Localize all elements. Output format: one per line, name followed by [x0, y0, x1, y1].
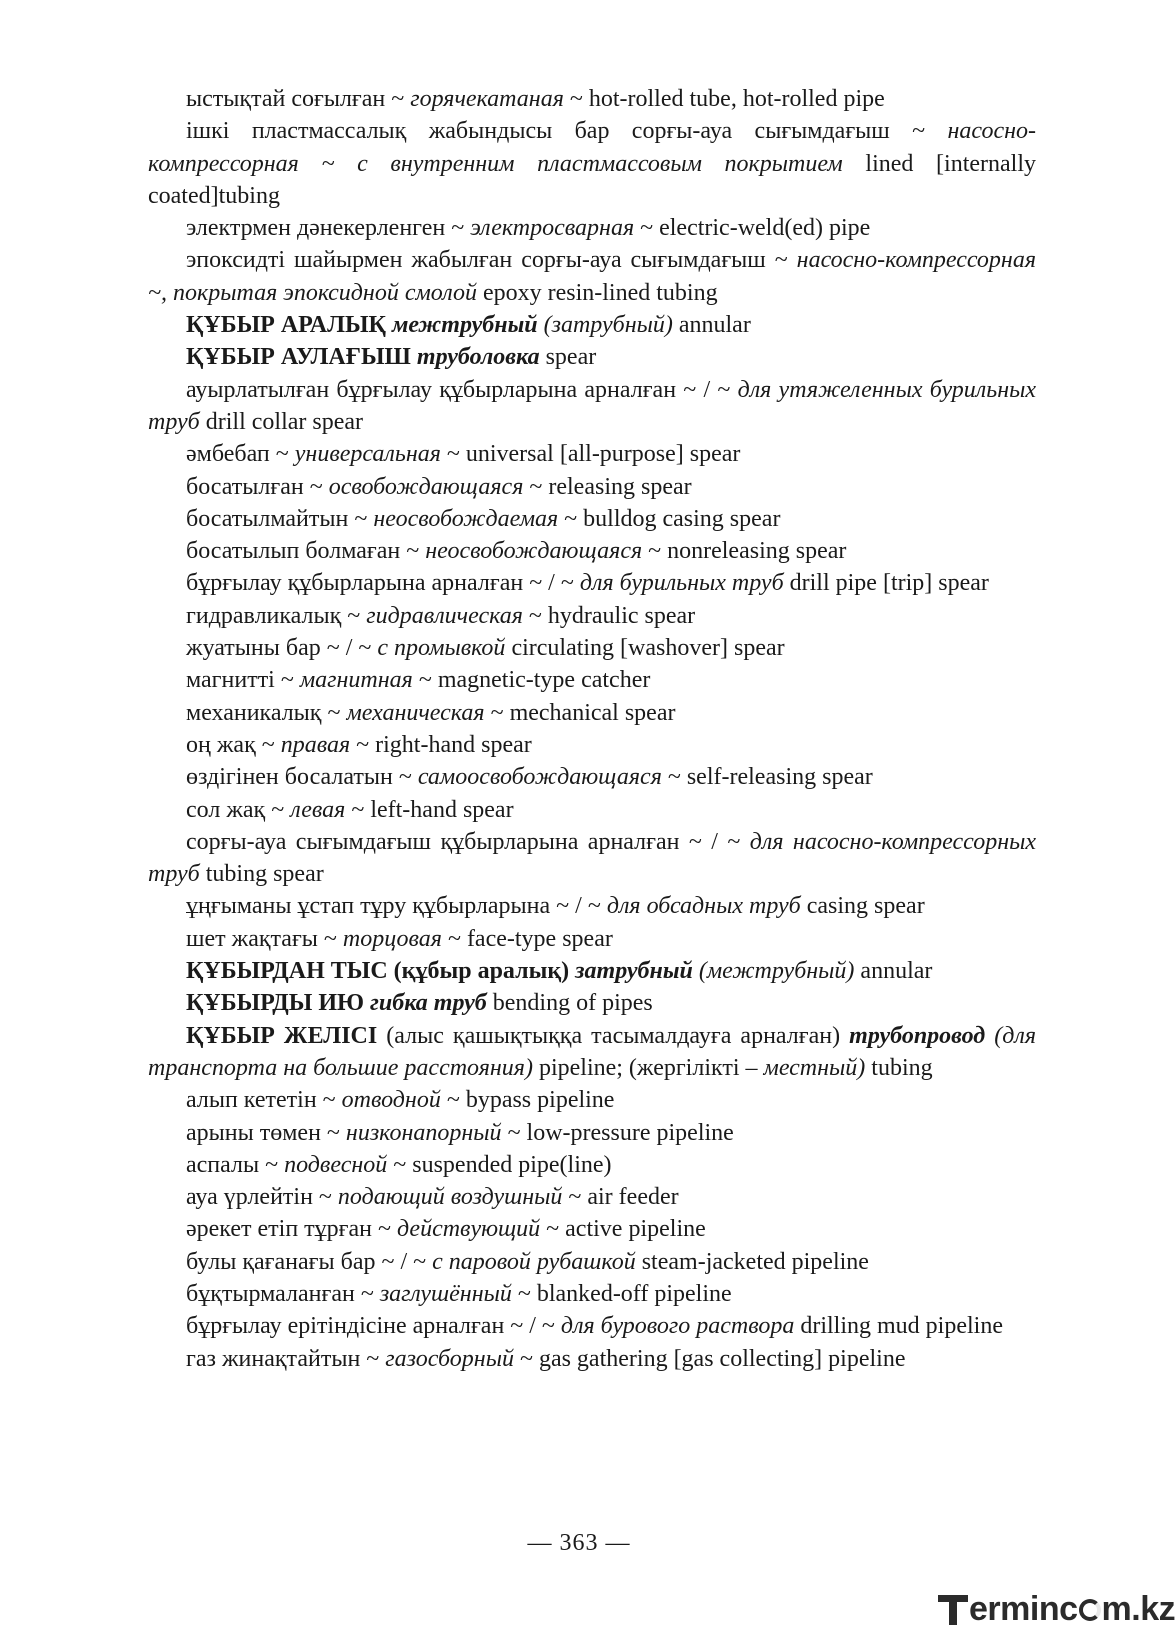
entry-text: магнитная — [299, 667, 413, 694]
entry-text: оң жақ ~ — [186, 731, 281, 758]
entry-text: ұңғыманы ұстап тұру құбырларына ~ / ~ — [186, 893, 607, 920]
entry-text: ҚҰБЫРДЫ ИЮ — [186, 990, 371, 1017]
entry-text: drill pipe [trip] spear — [783, 570, 989, 597]
entry-text: гидравлическая — [366, 602, 523, 629]
entry-text: неосвобождающаяся — [425, 538, 643, 565]
dictionary-entry — [148, 955, 1036, 987]
entry-text: трубопровод — [849, 1022, 986, 1049]
entry-text: подающий воздушный — [337, 1184, 563, 1211]
dictionary-entry — [148, 697, 1036, 729]
entry-text: босатылмайтын ~ — [186, 505, 374, 532]
entry-text: бұқтырмаланған ~ — [186, 1280, 380, 1307]
entry-text: ыстықтай соғылған ~ — [186, 86, 411, 112]
entry-text: для насосно-компрессорных труб — [148, 828, 1037, 888]
entry-text: casing spear — [800, 893, 925, 920]
entry-text: ~ nonreleasing spear — [642, 538, 847, 565]
entry-text: алып кететін ~ — [186, 1087, 342, 1114]
entry-text: жуатыны бар ~ / ~ — [186, 635, 378, 662]
entry-text: tubing spear — [199, 861, 324, 888]
entry-text: ~ mechanical spear — [484, 699, 676, 726]
dictionary-entry — [148, 341, 1036, 373]
entry-text: газ жинақтайтын ~ — [186, 1345, 386, 1372]
entry-text: ~ hot-rolled tube, hot-rolled pipe — [563, 86, 885, 112]
entry-text: drilling mud pipeline — [794, 1313, 1003, 1340]
entry-text: tubing — [865, 1054, 933, 1081]
dictionary-entry — [148, 535, 1036, 567]
entry-text: ~ universal [all-purpose] spear — [440, 441, 741, 468]
dictionary-entry — [148, 567, 1036, 599]
dictionary-entry — [148, 664, 1036, 696]
entry-text: (алыс қашықтыққа тасымалдауға арналған) — [377, 1022, 850, 1049]
logo-t-icon — [938, 1593, 968, 1627]
entry-text: ~ gas gathering [gas collecting] pipeline — [513, 1345, 906, 1372]
entry-text: насосно-компрессорная ~, покрытая эпоксидной смолой — [148, 247, 1036, 306]
entry-text: әрекет етіп тұрған ~ — [186, 1216, 397, 1243]
entry-text: аспалы ~ — [186, 1151, 285, 1178]
dictionary-entry — [148, 1117, 1036, 1149]
entry-text: ішкі пластмассалық жабындысы бар сорғы-ауа сығымдағыш ~ — [186, 118, 948, 145]
dictionary-entry — [148, 212, 1036, 244]
dictionary-entry — [148, 1020, 1036, 1085]
entry-text: (для транспорта на большие расстояния) — [148, 1022, 1036, 1081]
entry-text: lined [internally coated]tubing — [148, 150, 1037, 209]
entry-text: затрубный — [575, 958, 693, 985]
entry-text: ҚҰБЫРДАН ТЫС (құбыр аралық) — [186, 958, 576, 985]
logo-text-2: c — [1059, 1590, 1078, 1628]
entry-text: освобождающаяся — [328, 473, 524, 500]
dictionary-entry — [148, 1246, 1036, 1278]
entry-text: ҚҰБЫР АУЛАҒЫШ — [186, 344, 417, 371]
dictionary-entry — [148, 826, 1036, 891]
entry-text: өздігінен босалатын ~ — [186, 764, 418, 791]
entry-text: босатылған ~ — [186, 473, 329, 500]
entry-text: ҚҰБЫР АРАЛЫҚ — [186, 312, 392, 339]
entry-text: ~ hydraulic spear — [522, 602, 696, 629]
entry-text: (межтрубный) — [692, 958, 855, 985]
entry-text: магнитті ~ — [186, 667, 300, 694]
dictionary-entry — [148, 729, 1036, 761]
entry-text: низконапорный — [345, 1119, 502, 1146]
dictionary-entry — [148, 1310, 1036, 1342]
entry-text: отводной — [341, 1087, 441, 1114]
entry-text: горячекатаная — [410, 86, 564, 112]
entry-text: труболовка — [416, 344, 540, 371]
entry-text: босатылып болмаған ~ — [186, 538, 426, 565]
logo-text-1: ermin — [969, 1590, 1060, 1628]
dictionary-entry — [148, 438, 1036, 470]
dictionary-entry — [148, 1213, 1036, 1245]
termincom-logo — [938, 1590, 1175, 1629]
entry-text: сорғы-ауа сығымдағыш құбырларына арналған ~ / ~ — [186, 828, 750, 855]
entry-text: ~ air feeder — [562, 1184, 679, 1211]
entry-text: annular — [854, 958, 933, 985]
dictionary-entry — [148, 1084, 1036, 1116]
entry-text: для утяжеленных бурильных труб — [148, 376, 1037, 435]
dictionary-entry — [148, 987, 1036, 1019]
entry-text: межтрубный — [391, 312, 538, 339]
dictionary-entry — [148, 1149, 1036, 1181]
entry-text: с промывкой — [377, 635, 506, 662]
entry-text: гидравликалық ~ — [186, 602, 367, 629]
entry-text: самоосвобождающаяся — [417, 764, 662, 791]
entry-text: ~ releasing spear — [523, 473, 692, 500]
entry-text: правая — [280, 731, 351, 758]
entry-text: ~ electric-weld(ed) pipe — [634, 215, 871, 242]
entry-text: steam-jacketed pipeline — [635, 1248, 869, 1275]
entry-text: ~ suspended pipe(line) — [387, 1151, 612, 1178]
entry-text: с паровой рубашкой — [432, 1248, 636, 1275]
entry-text: универсальная — [294, 441, 441, 468]
entry-text: ауырлатылған бұрғылау құбырларына арналған ~ / ~ — [186, 376, 738, 403]
dictionary-entry — [148, 923, 1036, 955]
dictionary-entry — [148, 600, 1036, 632]
entry-text: ҚҰБЫР ЖЕЛІСІ — [186, 1022, 378, 1049]
entry-text: действующий — [396, 1216, 541, 1243]
entry-text: механикалық ~ — [186, 699, 347, 726]
entry-text: annular — [672, 312, 751, 339]
entry-text: бұрғылау ерітіндісіне арналған ~ / ~ — [186, 1313, 561, 1340]
entry-text: epoxy resin-lined tubing — [476, 279, 718, 306]
entry-text: ~ bypass pipeline — [440, 1087, 615, 1114]
entry-text: ~ left-hand spear — [345, 796, 514, 823]
dictionary-entry — [148, 890, 1036, 922]
entry-text: (затрубный) — [537, 312, 673, 339]
entry-text: булы қағанағы бар ~ / ~ — [186, 1248, 433, 1275]
entry-text: для бурового раствора — [560, 1313, 795, 1340]
dictionary-entry — [148, 761, 1036, 793]
entry-text: шет жақтағы ~ — [186, 925, 343, 952]
entry-text: электрмен дәнекерленген ~ — [186, 215, 471, 242]
entry-text: для бурильных труб — [579, 570, 784, 597]
dictionary-entry — [148, 1278, 1036, 1310]
entry-text: для обсадных труб — [606, 893, 801, 920]
entry-text: заглушённый — [379, 1280, 512, 1307]
entry-text: механическая — [346, 699, 485, 726]
dictionary-entry — [148, 83, 1036, 115]
logo-o-icon — [1079, 1599, 1101, 1621]
entry-text: ~ right-hand spear — [350, 731, 532, 758]
entry-text: гибка труб — [370, 990, 487, 1017]
dictionary-entry — [148, 115, 1036, 212]
entry-text: ~ self-releasing spear — [661, 764, 873, 791]
dictionary-entry — [148, 503, 1036, 535]
entry-text: circulating [washover] spear — [505, 635, 785, 662]
dictionary-entry — [148, 244, 1036, 309]
entry-text: ~ blanked-off pipeline — [511, 1280, 732, 1307]
entry-text: местный) — [763, 1054, 866, 1081]
entry-text: торцовая — [342, 925, 442, 952]
entry-text: подвесной — [284, 1151, 388, 1178]
entry-text: бұрғылау құбырларына арналған ~ / ~ — [186, 570, 580, 597]
entry-text: арыны төмен ~ — [186, 1119, 346, 1146]
page-number: — 363 — — [527, 1530, 631, 1556]
dictionary-entry — [148, 794, 1036, 826]
entry-text: pipeline; (жергілікті – — [532, 1054, 764, 1081]
dictionary-entry — [148, 309, 1036, 341]
entry-text: насосно-компрессорная ~ с внутренним пластмассовым покрытием — [148, 118, 1036, 177]
dictionary-entry — [148, 374, 1036, 439]
logo-text-3: m.kz — [1101, 1590, 1175, 1628]
entry-text: ~ low-pressure pipeline — [501, 1119, 734, 1146]
dictionary-page — [148, 83, 1036, 1375]
entry-text: ~ magnetic-type catcher — [412, 667, 651, 694]
entry-text: spear — [539, 344, 597, 371]
entry-text: газосборный — [385, 1345, 514, 1372]
entry-text: ~ active pipeline — [540, 1216, 706, 1243]
entry-text: эпоксидті шайырмен жабылған сорғы-ауа сығымдағыш ~ — [186, 247, 797, 274]
entry-text: ~ bulldog casing spear — [558, 505, 781, 532]
dictionary-entry — [148, 1181, 1036, 1213]
entry-text: drill collar spear — [199, 408, 364, 435]
dictionary-entry — [148, 632, 1036, 664]
entry-text: bending of pipes — [486, 990, 653, 1017]
entry-text: ауа үрлейтін ~ — [186, 1184, 338, 1211]
entry-text: левая — [290, 796, 346, 823]
dictionary-entry — [148, 1343, 1036, 1375]
entry-text: электросварная — [470, 215, 635, 242]
entry-text: әмбебап ~ — [186, 441, 295, 468]
entry-text: сол жақ ~ — [186, 796, 291, 823]
dictionary-entry — [148, 471, 1036, 503]
entry-text: ~ face-type spear — [441, 925, 613, 952]
entry-text: неосвобождаемая — [373, 505, 559, 532]
